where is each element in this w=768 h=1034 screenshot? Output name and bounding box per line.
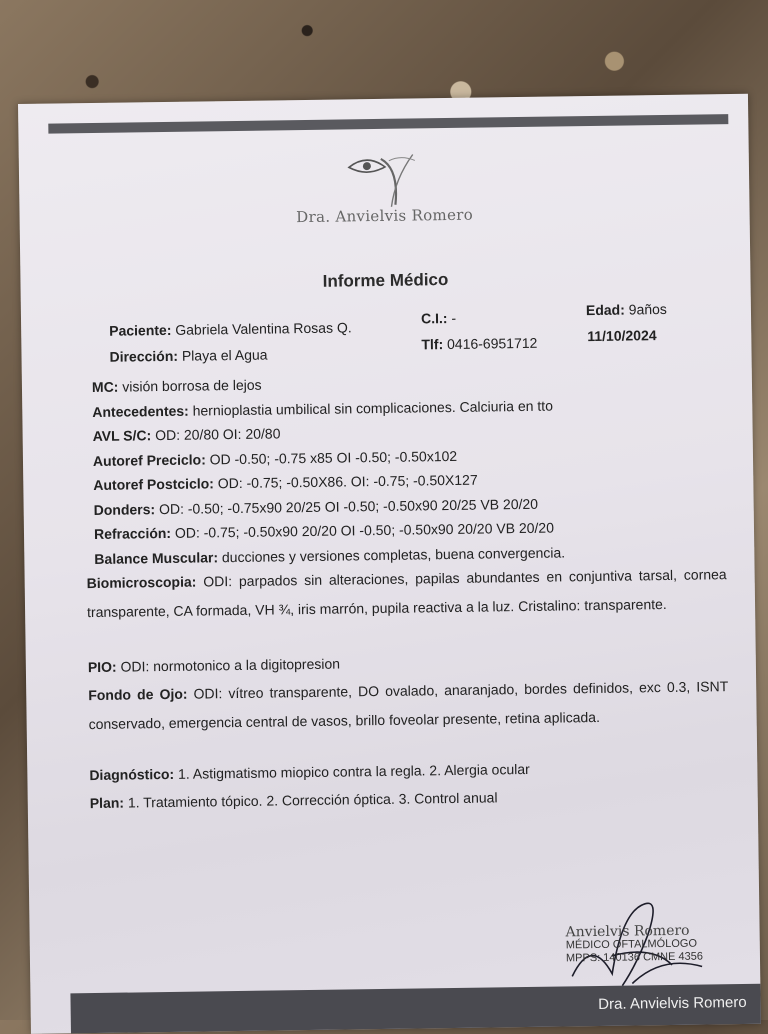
refraccion-value: OD: -0.75; -0.50x90 20/20 OI -0.50; -0.50x90 20/20 VB 20/20 bbox=[174, 519, 555, 541]
findings-list bbox=[92, 366, 735, 571]
footer-doctor-name: Dra. Anvielvis Romero bbox=[598, 993, 747, 1013]
refraccion-label: Refracción: bbox=[93, 524, 172, 542]
header-bar bbox=[48, 114, 728, 133]
age-label: Edad: bbox=[585, 301, 625, 319]
age-field bbox=[586, 301, 667, 318]
page-title: Informe Médico bbox=[322, 270, 449, 291]
address-label: Dirección: bbox=[109, 347, 179, 365]
fondo-value: ODI: vítreo transparente, DO ovalado, anaranjado, bordes definidos, exc 0.3, ISNT conservado, emergencia central de vasos, brillo foveolar presente, retina aplicada. bbox=[88, 678, 729, 733]
pio-label: PIO: bbox=[87, 658, 117, 676]
report-date bbox=[587, 327, 657, 344]
donders-label: Donders: bbox=[93, 500, 156, 518]
medical-report-sheet bbox=[18, 94, 761, 1034]
autoref-postciclo-value: OD: -0.75; -0.50X86. OI: -0.75; -0.50X127 bbox=[217, 471, 478, 492]
biomicroscopia-value: ODI: parpados sin alteraciones, papilas abundantes en conjuntiva tarsal, cornea transparente, CA formada, VH ¾, iris marrón, pupila reactiva a la luz. Cristalino: transparente. bbox=[86, 566, 727, 621]
phone-field bbox=[421, 335, 537, 353]
fondo-label: Fondo de Ojo: bbox=[88, 685, 188, 704]
doctor-stamp bbox=[566, 924, 757, 966]
footer-bar bbox=[70, 984, 760, 1034]
plan-value: 1. Tratamiento tópico. 2. Corrección óptica. 3. Control anual bbox=[127, 789, 498, 811]
stamp-registry: MPPS: 140136 CMNE 4356 bbox=[565, 950, 704, 965]
ci-field bbox=[421, 310, 456, 326]
autoref-preciclo-label: Autoref Preciclo: bbox=[92, 450, 206, 469]
address-value: Playa el Agua bbox=[181, 346, 268, 364]
address-field bbox=[109, 347, 267, 365]
autoref-postciclo-label: Autoref Postciclo: bbox=[93, 475, 215, 493]
age-value: 9años bbox=[628, 300, 667, 318]
diagnostico-value: 1. Astigmatismo miopico contra la regla. 2. Alergia ocular bbox=[177, 760, 530, 782]
avl-label: AVL S/C: bbox=[92, 427, 152, 444]
pio-value: ODI: normotonico a la digitopresion bbox=[120, 655, 341, 675]
ci-label: C.I.: bbox=[420, 310, 448, 327]
antecedentes-value: hernioplastia umbilical sin complicaciones. Calciuria en tto bbox=[192, 397, 554, 419]
stamp-role: MÉDICO OFTALMÓLOGO bbox=[565, 937, 698, 952]
plan-label: Plan: bbox=[89, 794, 125, 812]
logo-doctor-name: Dra. Anvielvis Romero bbox=[296, 205, 474, 227]
phone-value: 0416-6951712 bbox=[446, 334, 538, 353]
antecedentes-label: Antecedentes: bbox=[92, 402, 189, 420]
donders-value: OD: -0.50; -0.75x90 20/25 OI -0.50; -0.50x90 20/25 VB 20/20 bbox=[158, 495, 539, 517]
ci-value: - bbox=[451, 309, 457, 326]
eye-logo-icon bbox=[329, 148, 440, 210]
biomicroscopia-section bbox=[87, 560, 728, 627]
biomicroscopia-label: Biomicroscopia: bbox=[86, 573, 197, 592]
mc-value: visión borrosa de lejos bbox=[122, 376, 262, 395]
patient-value: Gabriela Valentina Rosas Q. bbox=[175, 319, 352, 338]
stamp-name: Anvielvis Romero bbox=[565, 922, 690, 941]
balance-muscular-value: ducciones y versiones completas, buena convergencia. bbox=[221, 543, 566, 565]
balance-muscular-label: Balance Muscular: bbox=[94, 548, 219, 567]
avl-value: OD: 20/80 OI: 20/80 bbox=[155, 425, 281, 444]
fondo-section bbox=[88, 672, 729, 739]
patient-label: Paciente: bbox=[109, 321, 172, 339]
autoref-preciclo-value: OD -0.50; -0.75 x85 OI -0.50; -0.50x102 bbox=[209, 447, 458, 467]
report-date-value: 11/10/2024 bbox=[587, 327, 657, 345]
phone-label: Tlf: bbox=[421, 336, 444, 353]
diagnostico-label: Diagnóstico: bbox=[89, 765, 175, 784]
patient-name-field bbox=[109, 319, 352, 338]
mc-label: MC: bbox=[91, 378, 119, 395]
